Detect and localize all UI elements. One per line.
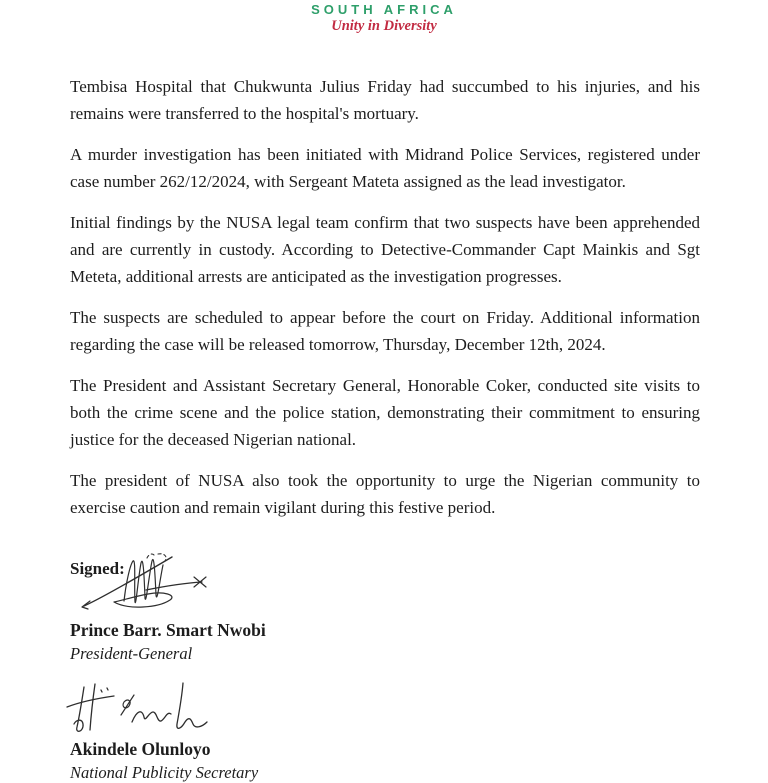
signatory-title-1: President-General [70, 644, 193, 663]
signatory-title-2: National Publicity Secretary [70, 763, 259, 782]
signed-row [70, 555, 700, 619]
signature-image-president-general [80, 549, 216, 613]
paragraph-5: The President and Assistant Secretary General, Honorable Coker, conducted site visits to both the crime scene and the police station, demonstrating their commitment to ensuring justice for the deceased Nigerian national. [70, 376, 700, 449]
paragraph-2: A murder investigation has been initiated with Midrand Police Services, registered under case number 262/12/2024, with Sergeant Mateta assigned as the lead investigator. [70, 145, 700, 191]
signatory-name-1: Prince Barr. Smart Nwobi [70, 620, 266, 640]
signatory-name-2: Akindele Olunloyo [70, 739, 211, 759]
letterhead [0, 2, 768, 35]
paragraph-6: The president of NUSA also took the opportunity to urge the Nigerian community to exercise caution and remain vigilant during this festive period. [70, 471, 700, 517]
letterhead-motto: Unity in Diversity [331, 18, 437, 34]
letter-body [70, 73, 700, 783]
signed-label: Signed: [70, 559, 125, 578]
signature-block [70, 555, 700, 783]
letterhead-country: SOUTH AFRICA [311, 2, 457, 17]
paragraph-3: Initial findings by the NUSA legal team confirm that two suspects have been apprehended and are currently in custody. According to Detective-Commander Capt Mainkis and Sgt Meteta, additional arrests are anticipated as the investigation progresses. [70, 213, 700, 286]
paragraph-1: Tembisa Hospital that Chukwunta Julius Friday had succumbed to his injuries, and his remains were transferred to the hospital's mortuary. [70, 77, 700, 123]
signature-image-publicity-secretary [64, 680, 214, 736]
paragraph-4: The suspects are scheduled to appear before the court on Friday. Additional information regarding the case will be released tomorrow, Thursday, December 12th, 2024. [70, 308, 700, 354]
